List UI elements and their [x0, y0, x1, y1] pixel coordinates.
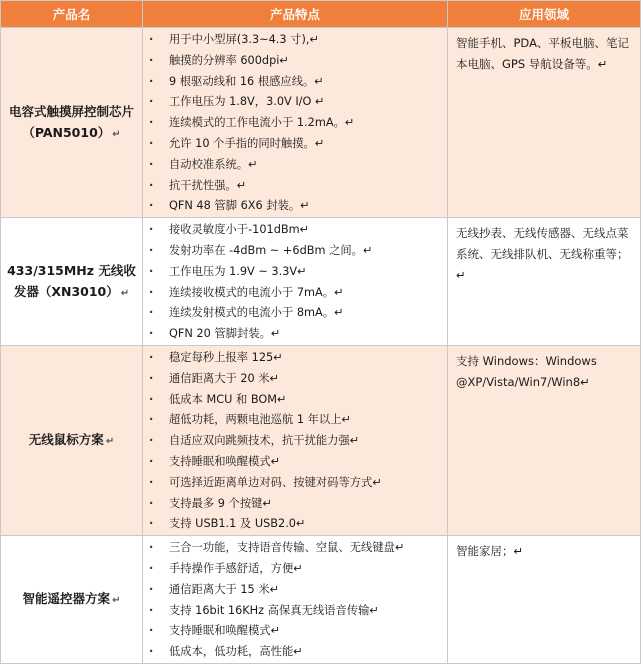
product-name: 电容式触摸屏控制芯片（PAN5010）	[8, 103, 134, 140]
header-applications: 应用领域	[448, 1, 641, 28]
table-row	[1, 536, 641, 664]
product-name-cell	[1, 345, 143, 535]
feature-item: · 支持 USB1.1 及 USB2.0↵	[143, 514, 447, 535]
paragraph-mark: ↵	[120, 287, 130, 299]
product-name-cell	[1, 218, 143, 346]
feature-item: · 抗干扰性强。↵	[143, 176, 447, 197]
feature-item: · 通信距离大于 20 米↵	[143, 369, 447, 390]
feature-item: · 通信距离大于 15 米↵	[143, 580, 447, 601]
paragraph-mark: ↵	[112, 595, 121, 607]
features-cell	[143, 536, 448, 664]
feature-item: · 连续发射模式的电流小于 8mA。↵	[143, 303, 447, 324]
feature-item: · 连续接收模式的电流小于 7mA。↵	[143, 283, 447, 304]
feature-item: · 低成本 MCU 和 BOM↵	[143, 390, 447, 411]
table-row	[1, 218, 641, 346]
feature-item: · 用于中小型屏(3.3~4.3 寸),↵	[143, 30, 447, 51]
applications-cell: 无线抄表、无线传感器、无线点菜系统、无线排队机、无线称重等；↵	[448, 218, 641, 346]
header-row	[1, 1, 641, 28]
product-name-cell	[1, 536, 143, 664]
applications-cell: 智能家居；↵	[448, 536, 641, 664]
feature-item: · 三合一功能，支持语音传输、空鼠、无线键盘↵	[143, 538, 447, 559]
applications-cell: 支持 Windows：Windows @XP/Vista/Win7/Win8↵	[448, 345, 641, 535]
feature-item: · 低成本，低功耗，高性能↵	[143, 642, 447, 663]
feature-list	[143, 220, 447, 345]
features-cell	[143, 345, 448, 535]
feature-item: · 发射功率在 -4dBm ~ +6dBm 之间。↵	[143, 241, 447, 262]
features-cell	[143, 28, 448, 218]
feature-item: · 触摸的分辨率 600dpi↵	[143, 51, 447, 72]
feature-list	[143, 538, 447, 663]
feature-item: · 支持 16bit 16KHz 高保真无线语音传输↵	[143, 601, 447, 622]
feature-item: · QFN 20 管脚封装。↵	[143, 324, 447, 345]
feature-item: · 9 根驱动线和 16 根感应线。↵	[143, 72, 447, 93]
feature-item: · 连续模式的工作电流小于 1.2mA。↵	[143, 113, 447, 134]
paragraph-mark: ↵	[105, 436, 115, 448]
feature-item: · 支持睡眠和唤醒模式↵	[143, 621, 447, 642]
feature-item: · 接收灵敏度小于-101dBm↵	[143, 220, 447, 241]
feature-item: · 支持睡眠和唤醒模式↵	[143, 452, 447, 473]
feature-item: · 可选择近距离单边对码、按键对码等方式↵	[143, 473, 447, 494]
product-name: 无线鼠标方案	[28, 432, 104, 448]
header-product-features: 产品特点	[143, 1, 448, 28]
applications-cell: 智能手机、PDA、平板电脑、笔记本电脑、GPS 导航设备等。↵	[448, 28, 641, 218]
table-row	[1, 345, 641, 535]
feature-item: · 稳定每秒上报率 125↵	[143, 348, 447, 369]
header-product-name: 产品名	[1, 1, 143, 28]
features-cell	[143, 218, 448, 346]
feature-item: · 支持最多 9 个按键↵	[143, 494, 447, 515]
feature-item: · 工作电压为 1.9V ~ 3.3V↵	[143, 262, 447, 283]
table-row	[1, 28, 641, 218]
feature-item: · 自动校准系统。↵	[143, 155, 447, 176]
product-name: 智能遥控器方案	[22, 591, 111, 607]
feature-list	[143, 348, 447, 535]
product-name-cell	[1, 28, 143, 218]
feature-item: · 超低功耗，两颗电池巡航 1 年以上↵	[143, 410, 447, 431]
feature-item: · 自适应双向跳频技术，抗干扰能力强↵	[143, 431, 447, 452]
feature-item: · 手持操作手感舒适，方便↵	[143, 559, 447, 580]
feature-list	[143, 30, 447, 217]
paragraph-mark: ↵	[112, 128, 121, 140]
feature-item: · QFN 48 管脚 6X6 封装。↵	[143, 196, 447, 217]
feature-item: · 工作电压为 1.8V，3.0V I/O ↵	[143, 92, 447, 113]
feature-item: · 允许 10 个手指的同时触摸。↵	[143, 134, 447, 155]
product-name: 433/315MHz 无线收发器（XN3010）	[7, 262, 136, 299]
